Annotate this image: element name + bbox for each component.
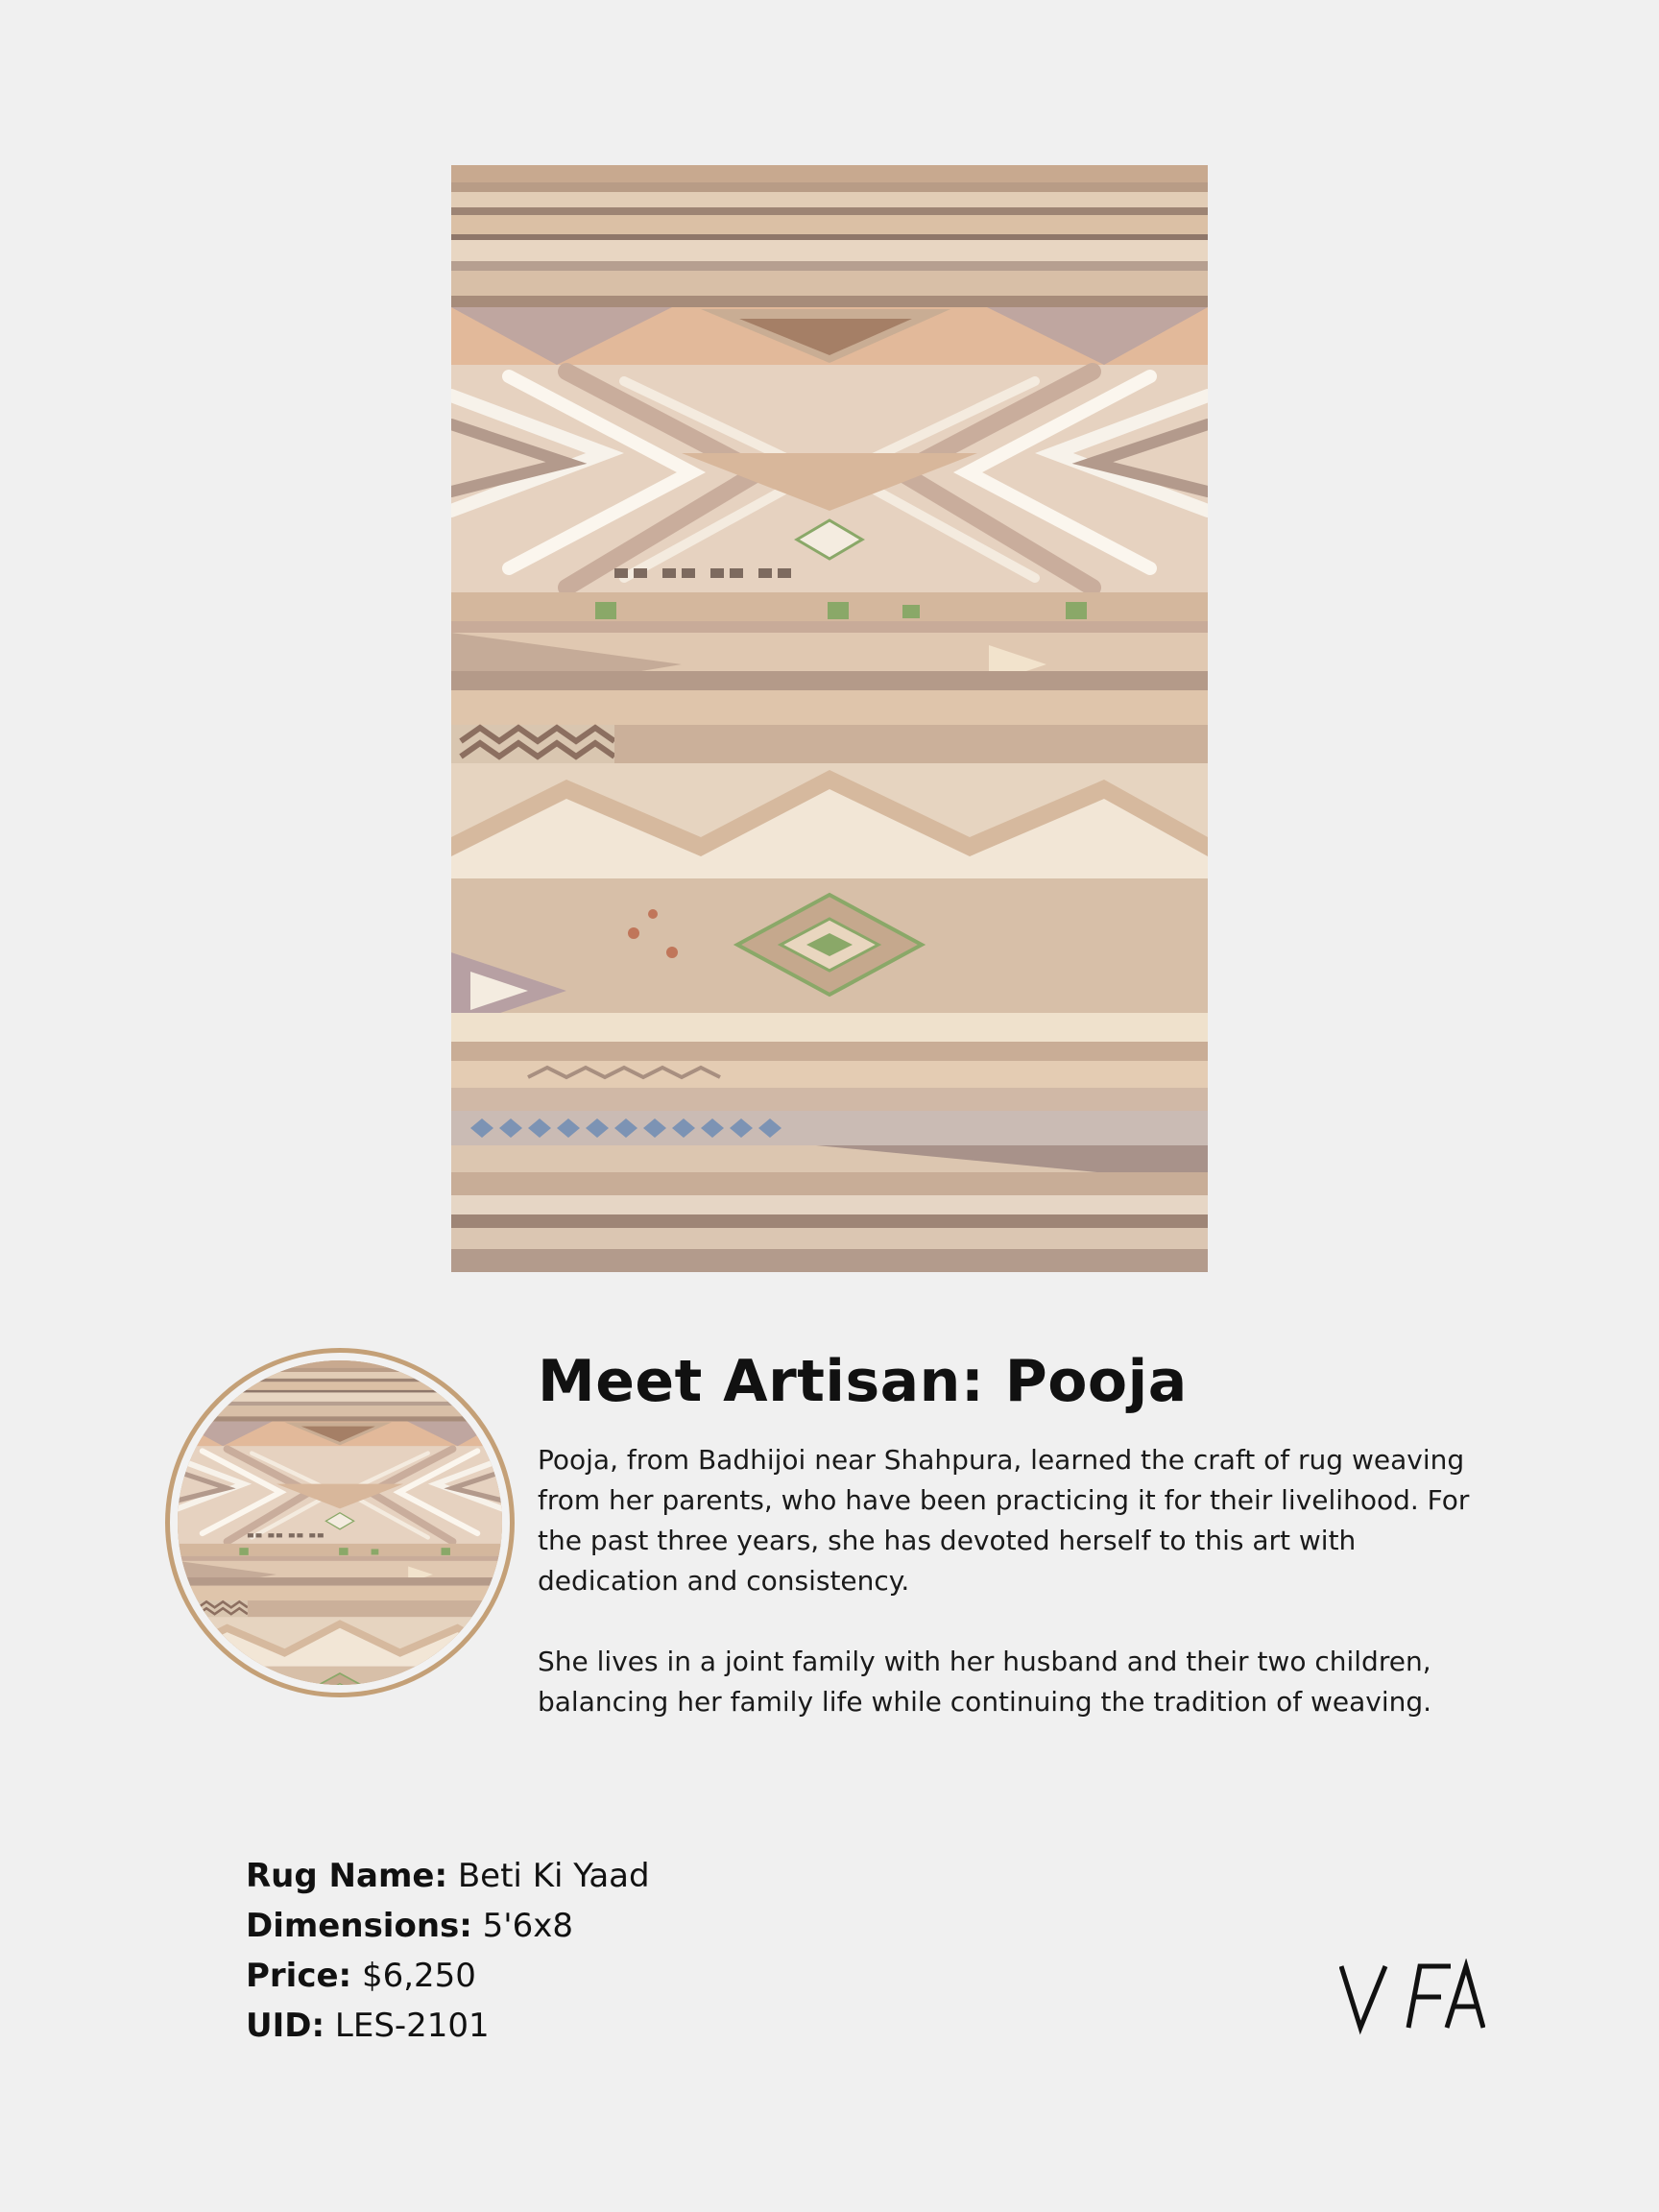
rug-image <box>451 165 1208 1272</box>
rug-photo <box>451 165 1208 1272</box>
rug-details <box>246 1851 650 2051</box>
detail-value: LES-2101 <box>334 2007 490 2045</box>
detail-value: 5'6x8 <box>482 1907 574 1945</box>
detail-price <box>246 1951 650 2001</box>
detail-value: $6,250 <box>361 1957 476 1995</box>
detail-uid <box>246 2001 650 2051</box>
artisan-portrait-frame <box>165 1348 515 1697</box>
detail-label: Price: <box>246 1957 352 1995</box>
detail-label: Dimensions: <box>246 1907 472 1945</box>
artisan-portrait <box>170 1353 510 1693</box>
detail-dimensions <box>246 1901 650 1951</box>
portrait-image <box>178 1360 502 1685</box>
detail-label: UID: <box>246 2007 325 2045</box>
detail-value: Beti Ki Yaad <box>457 1857 650 1895</box>
bio-paragraph-1: Pooja, from Badhijoi near Shahpura, learned the craft of rug weaving from her parents, who have been practicing it for their livelihood. For the past three years, she has devoted herself to this art with dedication and consistency. <box>538 1444 1470 1597</box>
detail-label: Rug Name: <box>246 1857 448 1895</box>
vfa-logo <box>1339 1959 1485 2035</box>
detail-rug-name <box>246 1851 650 1901</box>
bio-paragraph-2: She lives in a joint family with her husband and their two children, balancing her family life while continuing the tradition of weaving. <box>538 1646 1432 1718</box>
artisan-bio <box>538 1440 1498 1722</box>
vfa-logo-mark <box>1339 1959 1485 2035</box>
artisan-title: Meet Artisan: Pooja <box>538 1348 1188 1415</box>
